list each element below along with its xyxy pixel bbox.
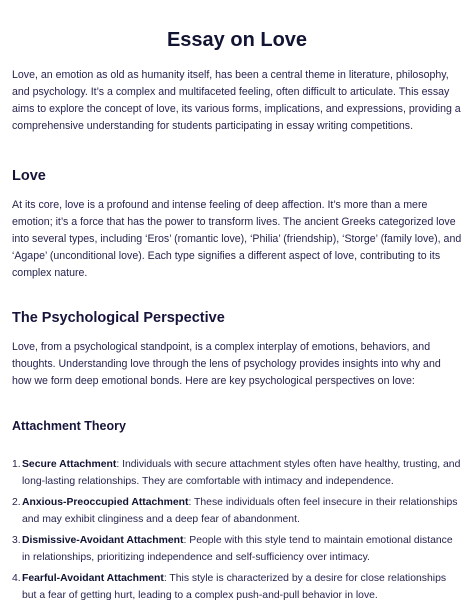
- page-title: Essay on Love: [166, 29, 308, 51]
- list-item-text: : Individuals with secure attachment styles often have healthy, trusting, and long-lasting relationships. They are comfortable with intimacy and independence.: [22, 459, 461, 487]
- list-item-text: : These individuals often feel insecure in their relationships and may exhibit clinginess and a deep fear of abandonment.: [22, 497, 458, 525]
- list-item: [12, 570, 462, 604]
- list-item: [12, 456, 462, 490]
- section-paragraph-psychological-perspective: Love, from a psychological standpoint, is a complex interplay of emotions, behaviors, and thoughts. Understanding love through the lens of psychology provides insights into why and how we form deep emotional bonds. Here are key psychological perspectives on love:: [12, 341, 441, 387]
- list-item-number: 3.: [12, 535, 21, 546]
- list-item-term: Secure Attachment: [22, 459, 117, 470]
- list-item-term: Dismissive-Avoidant Attachment: [22, 535, 184, 546]
- list-item: [12, 532, 462, 566]
- list-item-text: : This style is characterized by a desire for close relationships but a fear of getting hurt, leading to a complex push-and-pull behavior in love.: [22, 573, 447, 601]
- attachment-styles-list: [12, 456, 462, 604]
- list-item-number: 1.: [12, 459, 21, 470]
- list-item-number: 2.: [12, 497, 21, 508]
- list-item-term: Fearful-Avoidant Attachment: [22, 573, 164, 584]
- list-item: [12, 494, 462, 528]
- section-heading-love: Love: [12, 168, 46, 184]
- section-heading-psychological-perspective: The Psychological Perspective: [12, 310, 225, 326]
- intro-paragraph: Love, an emotion as old as humanity itself, has been a central theme in literature, philosophy, and psychology. It’s a complex and multifaceted feeling, often difficult to articulate. This essay aims to explore the concept of love, its various forms, implications, and expressions, providing a comprehensive understanding for students participating in essay writing competitions.: [12, 69, 461, 132]
- list-item-term: Anxious-Preoccupied Attachment: [22, 497, 189, 508]
- section-paragraph-love: At its core, love is a profound and intense feeling of deep affection. It’s more than a mere emotion; it’s a force that has the power to transform lives. The ancient Greeks categorized love into several types, including ‘Eros’ (romantic love), ‘Philia’ (friendship), ‘Storge’ (family love), and ‘Agape’ (unconditional love). Each type signifies a different aspect of love, contributing to its complex nature.: [12, 199, 462, 279]
- list-item-text: : People with this style tend to maintain emotional distance in relationships, prioritizing independence and self-sufficiency over intimacy.: [22, 535, 453, 563]
- subsection-heading-attachment-theory: Attachment Theory: [12, 419, 126, 433]
- list-item-number: 4.: [12, 573, 21, 584]
